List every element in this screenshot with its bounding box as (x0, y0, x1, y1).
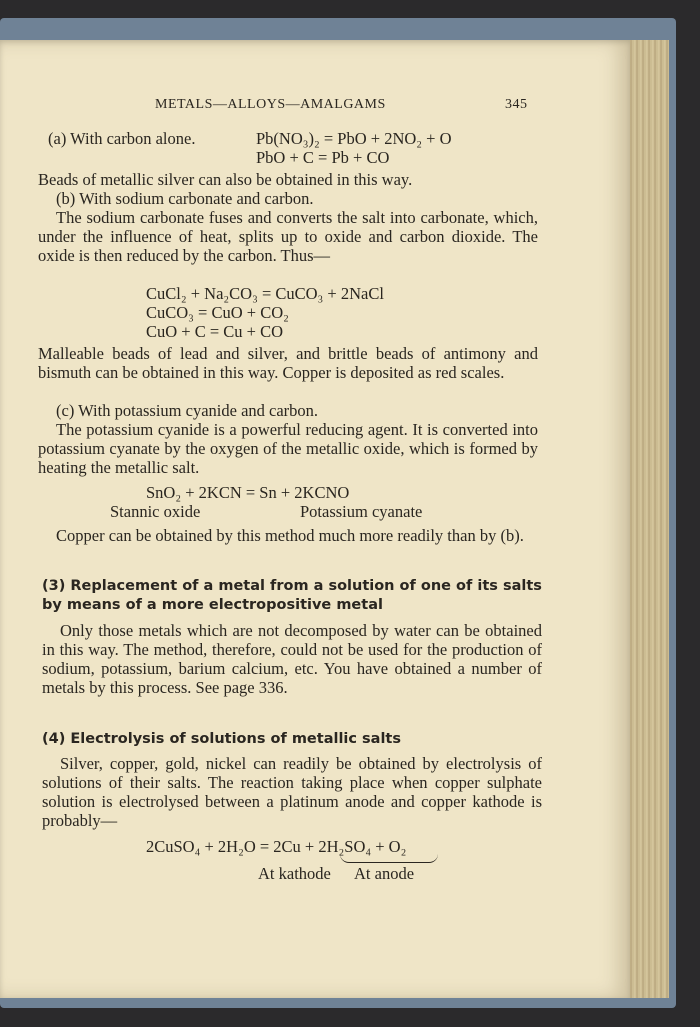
equation-c-label-right: Potassium cyanate (300, 502, 423, 521)
section-b (38, 189, 538, 265)
section-c-label: (c) With potassium cyanide and carbon. (56, 401, 319, 420)
paragraph-b2: Malleable beads of lead and silver, and brittle beads of antimony and bismuth can be obtained in this way. Copper is deposited as red scales. (38, 344, 538, 382)
label-kathode: At kathode (258, 864, 331, 883)
underbrace (340, 854, 438, 863)
paragraph-a: Beads of metallic silver can also be obtained in this way. (38, 170, 413, 189)
header-title: METALS—ALLOYS—AMALGAMS (155, 97, 386, 112)
section-3-heading: (3) Replacement of a metal from a solution of one of its salts by means of a more electropositive metal (42, 578, 542, 613)
page-number: 345 (505, 97, 528, 112)
paragraph-b: The sodium carbonate fuses and converts the salt into carbonate, which, under the influence of heat, splits up to oxide and carbon dioxide. The oxide is then reduced by the carbon. Thus— (38, 208, 538, 265)
paragraph-4: Silver, copper, gold, nickel can readily be obtained by electrolysis of solutions of their salts. The reaction taking place when copper sulphate solution is electrolysed between a platinum anode and copper kathode is probably— (42, 754, 542, 830)
equation-4-left: 2CuSO₄ + 2H₂O = 2Cu + (146, 837, 319, 856)
equation-b1: CuCl₂ + Na₂CO₃ = CuCO₃ + 2NaCl (146, 284, 384, 303)
equation-4-right: 2H₂SO₄ + O₂ (318, 837, 407, 856)
equation-b2: CuCO₃ = CuO + CO₂ (146, 303, 289, 322)
paragraph-3: Only those metals which are not decomposed by water can be obtained in this way. The method, therefore, could not be used for the production of sodium, potassium, barium calcium, etc. You have obtained a number of metals by this process. See page 336. (42, 621, 542, 697)
equation-c-label-left: Stannic oxide (110, 502, 201, 521)
section-4-heading: (4) Electrolysis of solutions of metallic salts (42, 731, 401, 747)
section-b-label: (b) With sodium carbonate and carbon. (56, 189, 314, 208)
paragraph-c2: Copper can be obtained by this method much more readily than by (b). (56, 526, 524, 545)
section-c (38, 401, 538, 477)
book-page (0, 40, 630, 998)
equation-b3: CuO + C = Cu + CO (146, 322, 284, 341)
label-anode: At anode (354, 864, 415, 883)
paragraph-c: The potassium cyanide is a powerful reducing agent. It is converted into potassium cyanate by the oxygen of the metallic oxide, which is formed by heating the metallic salt. (38, 420, 538, 477)
equation-a2: PbO + C = Pb + CO (256, 148, 390, 167)
section-a-label: (a) With carbon alone. (48, 129, 196, 148)
equation-a1: Pb(NO₃)₂ = PbO + 2NO₂ + O (256, 129, 452, 148)
equation-c1: SnO₂ + 2KCN = Sn + 2KCNO (146, 483, 350, 502)
